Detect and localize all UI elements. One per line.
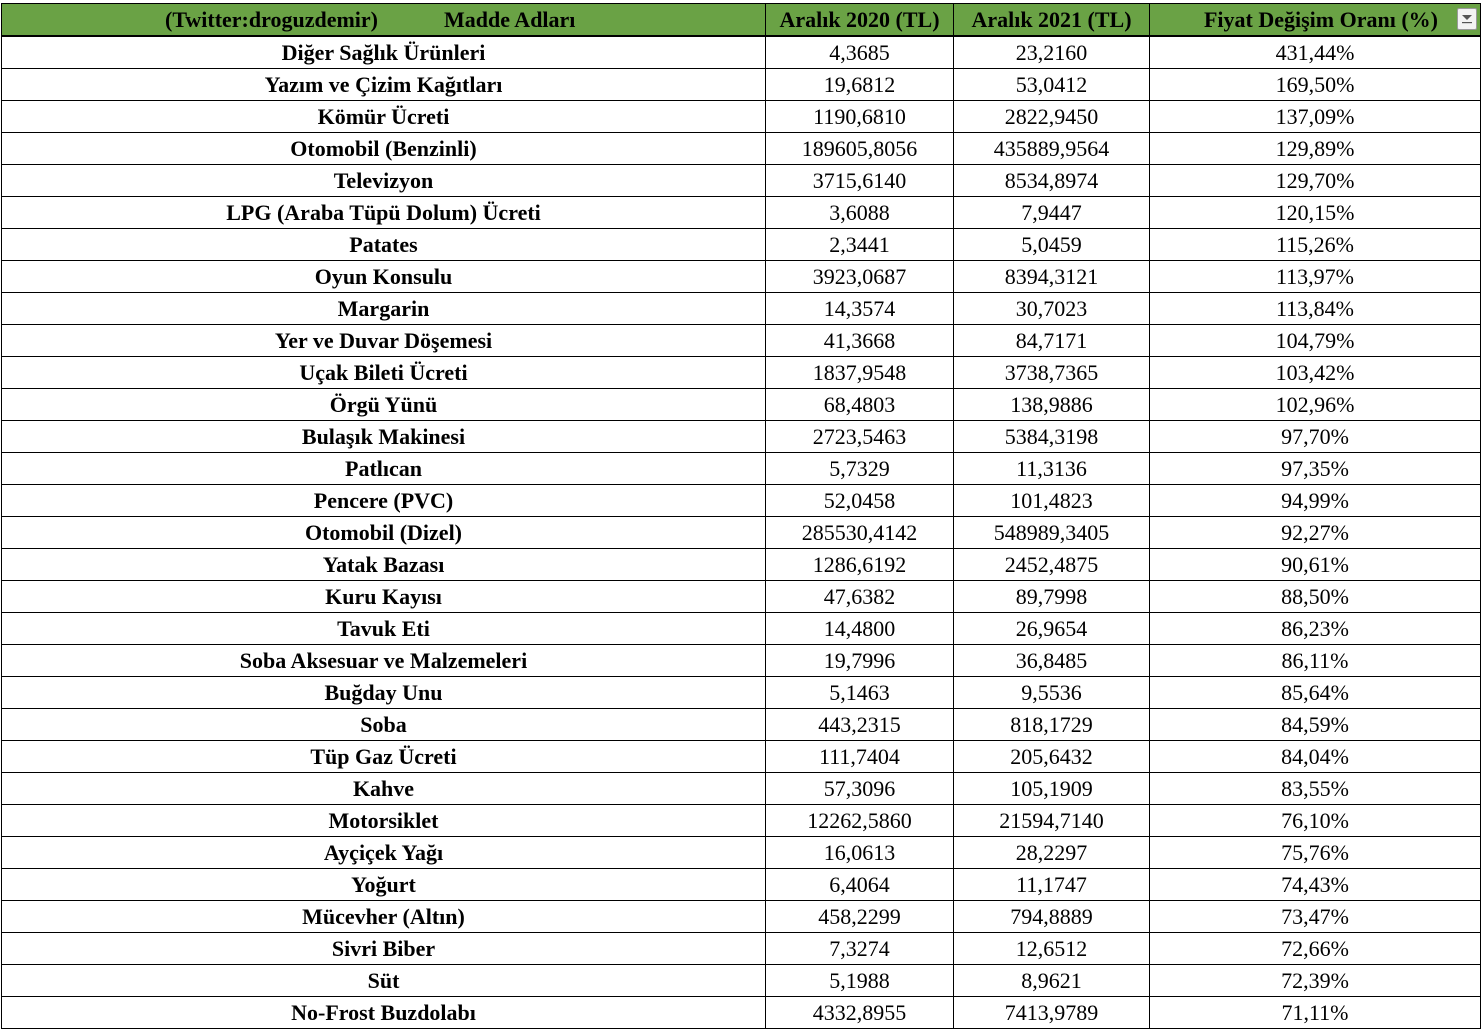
cell-item-name[interactable]: Bulaşık Makinesi	[2, 421, 766, 453]
cell-item-name[interactable]: Yoğurt	[2, 869, 766, 901]
cell-item-name[interactable]: Yer ve Duvar Döşemesi	[2, 325, 766, 357]
cell-change-rate[interactable]: 75,76%	[1150, 837, 1481, 869]
cell-price-2020[interactable]: 1837,9548	[766, 357, 954, 389]
cell-change-rate[interactable]: 86,23%	[1150, 613, 1481, 645]
cell-change-rate[interactable]: 71,11%	[1150, 997, 1481, 1029]
table-row	[2, 453, 1481, 485]
price-table	[1, 3, 1481, 1029]
cell-item-name[interactable]: Örgü Yünü	[2, 389, 766, 421]
cell-change-rate[interactable]: 85,64%	[1150, 677, 1481, 709]
column-header-name: Madde Adları	[444, 6, 576, 32]
cell-price-2020[interactable]: 4,3685	[766, 36, 954, 69]
header-cell-change[interactable]	[1150, 4, 1481, 37]
cell-price-2021[interactable]: 11,3136	[954, 453, 1150, 485]
cell-item-name[interactable]: Kahve	[2, 773, 766, 805]
cell-price-2021[interactable]: 138,9886	[954, 389, 1150, 421]
cell-change-rate[interactable]: 84,04%	[1150, 741, 1481, 773]
cell-item-name[interactable]: Tavuk Eti	[2, 613, 766, 645]
cell-item-name[interactable]: No-Frost Buzdolabı	[2, 997, 766, 1029]
table-row	[2, 965, 1481, 997]
cell-price-2021[interactable]: 89,7998	[954, 581, 1150, 613]
column-header-change: Fiyat Değişim Oranı (%)	[1203, 7, 1438, 32]
table-row	[2, 69, 1481, 101]
cell-change-rate[interactable]: 72,66%	[1150, 933, 1481, 965]
cell-change-rate[interactable]: 94,99%	[1150, 485, 1481, 517]
cell-item-name[interactable]: Buğday Unu	[2, 677, 766, 709]
cell-item-name[interactable]: Pencere (PVC)	[2, 485, 766, 517]
cell-price-2021[interactable]: 28,2297	[954, 837, 1150, 869]
cell-change-rate[interactable]: 83,55%	[1150, 773, 1481, 805]
cell-item-name[interactable]: Patlıcan	[2, 453, 766, 485]
table-row	[2, 741, 1481, 773]
cell-price-2020[interactable]: 14,3574	[766, 293, 954, 325]
filter-dropdown-button[interactable]	[1457, 8, 1477, 30]
cell-price-2020[interactable]: 7,3274	[766, 933, 954, 965]
cell-price-2021[interactable]: 84,7171	[954, 325, 1150, 357]
table-row	[2, 165, 1481, 197]
table-row	[2, 645, 1481, 677]
table-row	[2, 805, 1481, 837]
cell-price-2020[interactable]: 6,4064	[766, 869, 954, 901]
table-row	[2, 869, 1481, 901]
cell-price-2020[interactable]: 443,2315	[766, 709, 954, 741]
table-row	[2, 709, 1481, 741]
cell-price-2020[interactable]: 2723,5463	[766, 421, 954, 453]
cell-price-2020[interactable]: 41,3668	[766, 325, 954, 357]
cell-item-name[interactable]: Yazım ve Çizim Kağıtları	[2, 69, 766, 101]
cell-price-2021[interactable]: 548989,3405	[954, 517, 1150, 549]
cell-change-rate[interactable]: 97,35%	[1150, 453, 1481, 485]
cell-change-rate[interactable]: 92,27%	[1150, 517, 1481, 549]
table-row	[2, 101, 1481, 133]
cell-price-2020[interactable]: 19,7996	[766, 645, 954, 677]
cell-price-2020[interactable]: 12262,5860	[766, 805, 954, 837]
cell-item-name[interactable]: Otomobil (Dizel)	[2, 517, 766, 549]
table-row	[2, 677, 1481, 709]
cell-item-name[interactable]: Ayçiçek Yağı	[2, 837, 766, 869]
cell-item-name[interactable]: LPG (Araba Tüpü Dolum) Ücreti	[2, 197, 766, 229]
cell-price-2020[interactable]: 3715,6140	[766, 165, 954, 197]
cell-price-2021[interactable]: 205,6432	[954, 741, 1150, 773]
cell-price-2020[interactable]: 458,2299	[766, 901, 954, 933]
cell-change-rate[interactable]: 129,89%	[1150, 133, 1481, 165]
cell-price-2021[interactable]: 7413,9789	[954, 997, 1150, 1029]
cell-price-2020[interactable]: 4332,8955	[766, 997, 954, 1029]
cell-item-name[interactable]: Oyun Konsulu	[2, 261, 766, 293]
cell-change-rate[interactable]: 74,43%	[1150, 869, 1481, 901]
cell-price-2021[interactable]: 26,9654	[954, 613, 1150, 645]
cell-change-rate[interactable]: 104,79%	[1150, 325, 1481, 357]
cell-change-rate[interactable]: 137,09%	[1150, 101, 1481, 133]
cell-price-2021[interactable]: 23,2160	[954, 36, 1150, 69]
table-row	[2, 901, 1481, 933]
cell-price-2020[interactable]: 1286,6192	[766, 549, 954, 581]
table-row	[2, 357, 1481, 389]
column-header-2020: Aralık 2020 (TL)	[779, 7, 940, 32]
cell-price-2021[interactable]: 9,5536	[954, 677, 1150, 709]
cell-price-2021[interactable]: 30,7023	[954, 293, 1150, 325]
cell-price-2021[interactable]: 5,0459	[954, 229, 1150, 261]
cell-change-rate[interactable]: 97,70%	[1150, 421, 1481, 453]
cell-price-2020[interactable]: 47,6382	[766, 581, 954, 613]
cell-change-rate[interactable]: 120,15%	[1150, 197, 1481, 229]
cell-change-rate[interactable]: 169,50%	[1150, 69, 1481, 101]
table-row	[2, 421, 1481, 453]
cell-item-name[interactable]: Süt	[2, 965, 766, 997]
cell-price-2021[interactable]: 818,1729	[954, 709, 1150, 741]
cell-price-2020[interactable]: 57,3096	[766, 773, 954, 805]
table-row	[2, 517, 1481, 549]
cell-item-name[interactable]: Tüp Gaz Ücreti	[2, 741, 766, 773]
cell-price-2020[interactable]: 16,0613	[766, 837, 954, 869]
cell-item-name[interactable]: Televizyon	[2, 165, 766, 197]
cell-price-2021[interactable]: 5384,3198	[954, 421, 1150, 453]
cell-price-2021[interactable]: 11,1747	[954, 869, 1150, 901]
table-row	[2, 293, 1481, 325]
cell-item-name[interactable]: Mücevher (Altın)	[2, 901, 766, 933]
cell-price-2021[interactable]: 794,8889	[954, 901, 1150, 933]
cell-price-2020[interactable]: 19,6812	[766, 69, 954, 101]
cell-price-2021[interactable]: 2452,4875	[954, 549, 1150, 581]
table-row	[2, 581, 1481, 613]
cell-price-2021[interactable]: 53,0412	[954, 69, 1150, 101]
cell-item-name[interactable]: Patates	[2, 229, 766, 261]
cell-price-2021[interactable]: 12,6512	[954, 933, 1150, 965]
cell-price-2021[interactable]: 8534,8974	[954, 165, 1150, 197]
cell-item-name[interactable]: Sivri Biber	[2, 933, 766, 965]
cell-item-name[interactable]: Uçak Bileti Ücreti	[2, 357, 766, 389]
cell-price-2020[interactable]: 2,3441	[766, 229, 954, 261]
table-row	[2, 485, 1481, 517]
cell-price-2021[interactable]: 105,1909	[954, 773, 1150, 805]
cell-change-rate[interactable]: 102,96%	[1150, 389, 1481, 421]
cell-item-name[interactable]: Soba	[2, 709, 766, 741]
table-row	[2, 933, 1481, 965]
cell-price-2020[interactable]: 3923,0687	[766, 261, 954, 293]
cell-change-rate[interactable]: 129,70%	[1150, 165, 1481, 197]
cell-price-2021[interactable]: 7,9447	[954, 197, 1150, 229]
cell-item-name[interactable]: Kömür Ücreti	[2, 101, 766, 133]
cell-price-2020[interactable]: 5,7329	[766, 453, 954, 485]
table-row	[2, 261, 1481, 293]
cell-change-rate[interactable]: 431,44%	[1150, 36, 1481, 69]
header-cell-2021[interactable]	[954, 4, 1150, 37]
cell-price-2020[interactable]: 1190,6810	[766, 101, 954, 133]
header-cell-name[interactable]	[2, 4, 766, 37]
cell-change-rate[interactable]: 84,59%	[1150, 709, 1481, 741]
cell-item-name[interactable]: Diğer Sağlık Ürünleri	[2, 36, 766, 69]
cell-item-name[interactable]: Margarin	[2, 293, 766, 325]
table-row	[2, 549, 1481, 581]
table-row	[2, 773, 1481, 805]
cell-change-rate[interactable]: 72,39%	[1150, 965, 1481, 997]
cell-price-2021[interactable]: 101,4823	[954, 485, 1150, 517]
cell-price-2020[interactable]: 5,1463	[766, 677, 954, 709]
cell-change-rate[interactable]: 113,84%	[1150, 293, 1481, 325]
cell-price-2021[interactable]: 8394,3121	[954, 261, 1150, 293]
cell-price-2020[interactable]: 285530,4142	[766, 517, 954, 549]
cell-change-rate[interactable]: 88,50%	[1150, 581, 1481, 613]
table-row	[2, 133, 1481, 165]
header-cell-2020[interactable]	[766, 4, 954, 37]
cell-price-2021[interactable]: 21594,7140	[954, 805, 1150, 837]
cell-change-rate[interactable]: 86,11%	[1150, 645, 1481, 677]
cell-price-2020[interactable]: 5,1988	[766, 965, 954, 997]
cell-change-rate[interactable]: 73,47%	[1150, 901, 1481, 933]
cell-price-2021[interactable]: 2822,9450	[954, 101, 1150, 133]
table-row	[2, 997, 1481, 1029]
credit-label: (Twitter:droguzdemir)	[165, 6, 379, 32]
cell-item-name[interactable]: Yatak Bazası	[2, 549, 766, 581]
cell-price-2021[interactable]: 36,8485	[954, 645, 1150, 677]
cell-price-2020[interactable]: 14,4800	[766, 613, 954, 645]
table-row	[2, 389, 1481, 421]
cell-price-2020[interactable]: 189605,8056	[766, 133, 954, 165]
table-body	[2, 36, 1481, 1029]
table-row	[2, 837, 1481, 869]
table-row	[2, 36, 1481, 69]
table-row	[2, 613, 1481, 645]
cell-item-name[interactable]: Otomobil (Benzinli)	[2, 133, 766, 165]
cell-change-rate[interactable]: 90,61%	[1150, 549, 1481, 581]
cell-change-rate[interactable]: 103,42%	[1150, 357, 1481, 389]
cell-item-name[interactable]: Soba Aksesuar ve Malzemeleri	[2, 645, 766, 677]
cell-price-2020[interactable]: 68,4803	[766, 389, 954, 421]
cell-change-rate[interactable]: 115,26%	[1150, 229, 1481, 261]
cell-item-name[interactable]: Motorsiklet	[2, 805, 766, 837]
table-row	[2, 197, 1481, 229]
cell-price-2020[interactable]: 52,0458	[766, 485, 954, 517]
cell-price-2020[interactable]: 111,7404	[766, 741, 954, 773]
cell-price-2020[interactable]: 3,6088	[766, 197, 954, 229]
column-header-2021: Aralık 2021 (TL)	[971, 7, 1132, 32]
cell-change-rate[interactable]: 113,97%	[1150, 261, 1481, 293]
cell-change-rate[interactable]: 76,10%	[1150, 805, 1481, 837]
cell-item-name[interactable]: Kuru Kayısı	[2, 581, 766, 613]
header-row	[2, 4, 1481, 37]
cell-price-2021[interactable]: 8,9621	[954, 965, 1150, 997]
cell-price-2021[interactable]: 3738,7365	[954, 357, 1150, 389]
table-row	[2, 325, 1481, 357]
table-row	[2, 229, 1481, 261]
cell-price-2021[interactable]: 435889,9564	[954, 133, 1150, 165]
dropdown-arrow-icon	[1461, 12, 1473, 26]
